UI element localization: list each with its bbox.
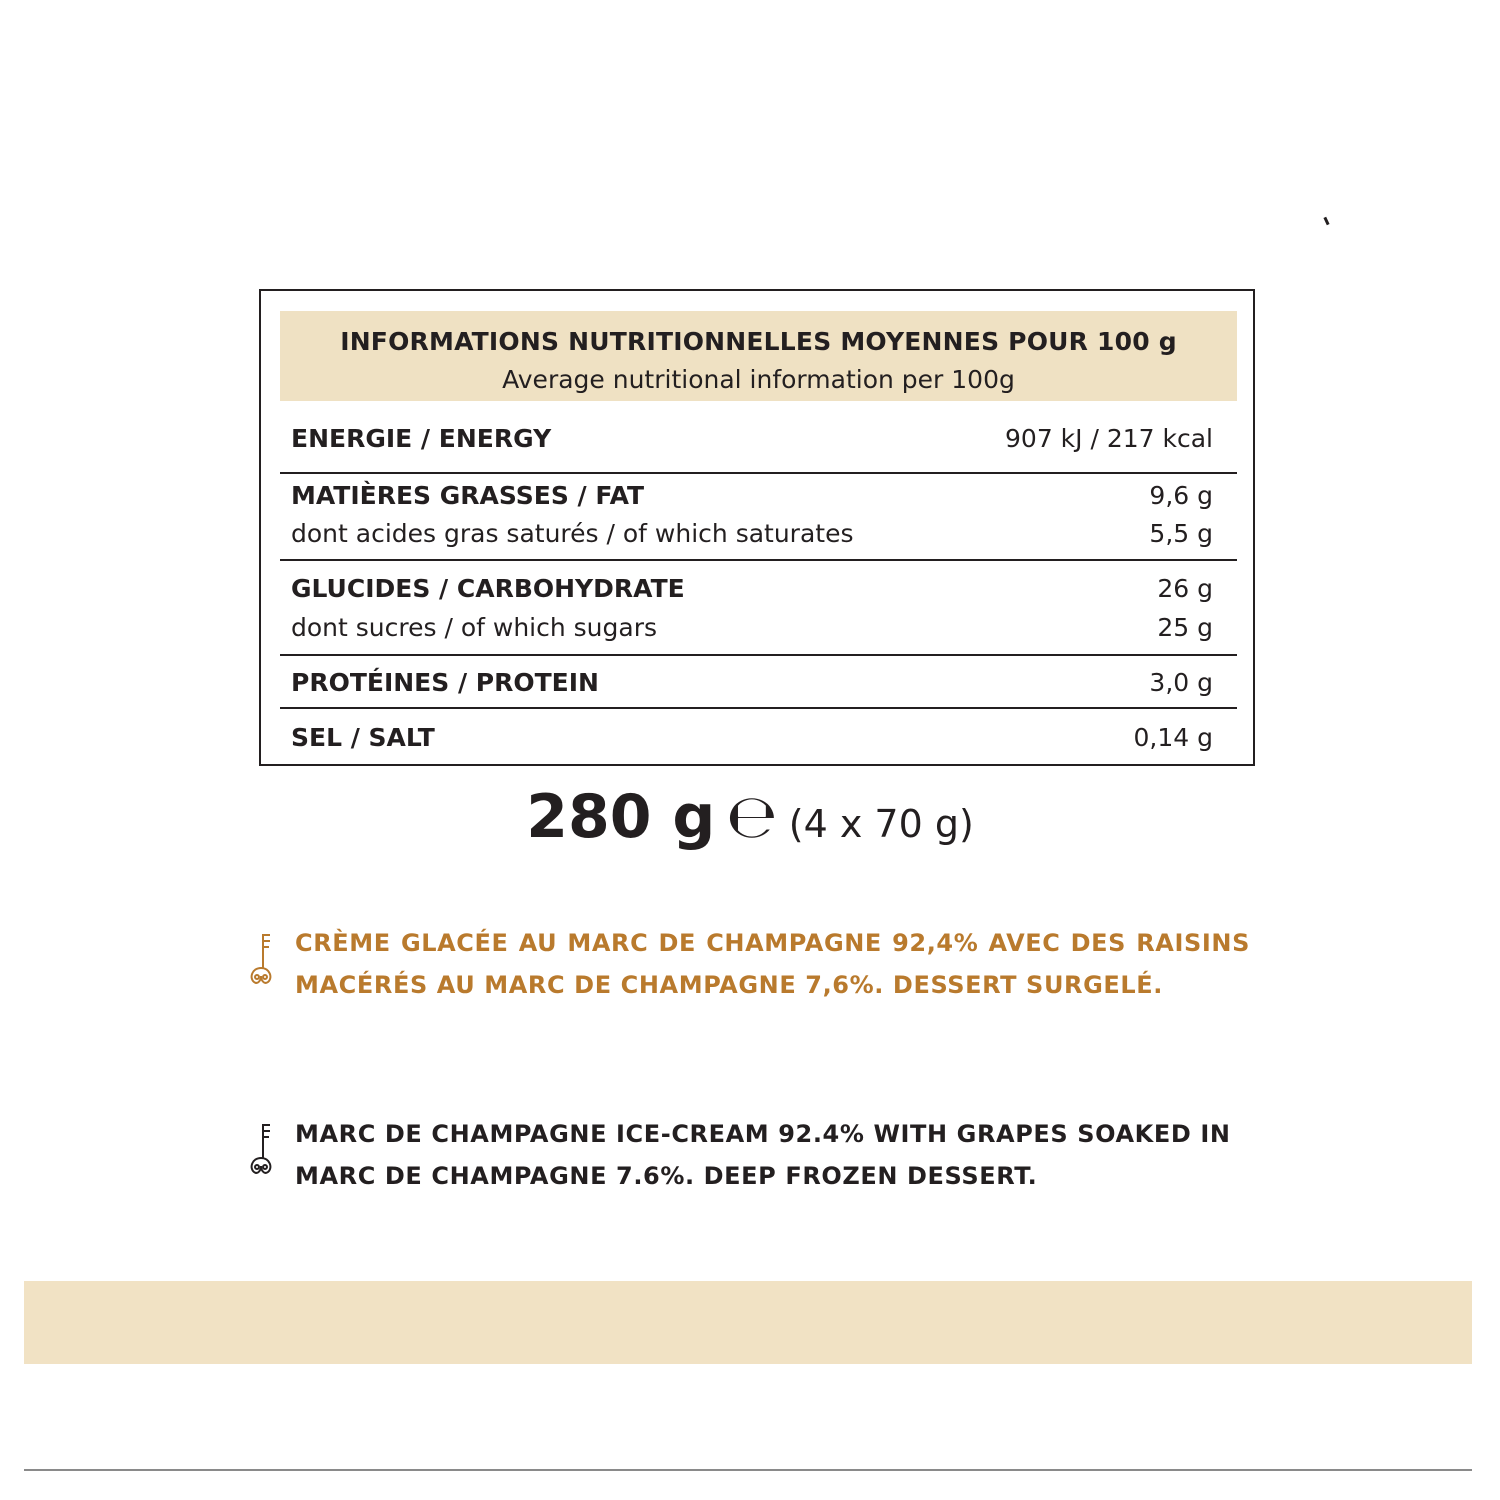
description-french: CRÈME GLACÉE AU MARC DE CHAMPAGNE 92,4% AVEC DES RAISINS MACÉRÉS AU MARC DE CHAMPAGNE 7,6%. DESSERT SURGELÉ. <box>295 929 1250 999</box>
sugars-value: 25 g <box>1157 613 1213 642</box>
net-weight-portions: (4 x 70 g) <box>788 802 974 846</box>
nutrition-header <box>280 311 1237 401</box>
row-divider <box>280 559 1237 561</box>
protein-label: PROTÉINES / PROTEIN <box>291 668 599 697</box>
pretzel-key-icon <box>246 930 276 990</box>
pretzel-key-icon <box>246 1120 276 1180</box>
carbohydrate-label: GLUCIDES / CARBOHYDRATE <box>291 574 685 603</box>
estimated-sign: ℮ <box>726 782 778 852</box>
row-divider <box>280 707 1237 709</box>
row-divider <box>280 654 1237 656</box>
nutrition-table <box>259 289 1255 766</box>
salt-label: SEL / SALT <box>291 723 435 752</box>
saturates-value: 5,5 g <box>1149 519 1213 548</box>
energy-value: 907 kJ / 217 kcal <box>1005 424 1213 453</box>
net-weight-amount: 280 g <box>526 782 716 852</box>
energy-label: ENERGIE / ENERGY <box>291 424 552 453</box>
footer-color-band <box>24 1281 1472 1364</box>
description-english: MARC DE CHAMPAGNE ICE-CREAM 92.4% WITH GRAPES SOAKED IN MARC DE CHAMPAGNE 7.6%. DEEP FROZEN DESSERT. <box>295 1120 1231 1190</box>
protein-value: 3,0 g <box>1149 668 1213 697</box>
bottom-divider <box>24 1469 1472 1471</box>
carbohydrate-value: 26 g <box>1157 574 1213 603</box>
fat-label: MATIÈRES GRASSES / FAT <box>291 481 645 510</box>
row-divider <box>280 472 1237 474</box>
fat-value: 9,6 g <box>1149 481 1213 510</box>
net-weight <box>0 782 1500 852</box>
nutrition-subtitle: Average nutritional information per 100g <box>502 365 1015 394</box>
salt-value: 0,14 g <box>1133 723 1213 752</box>
saturates-label: dont acides gras saturés / of which saturates <box>291 519 854 548</box>
sugars-label: dont sucres / of which sugars <box>291 613 658 642</box>
nutrition-title: INFORMATIONS NUTRITIONNELLES MOYENNES POUR 100 g <box>340 327 1177 356</box>
stray-mark <box>1323 217 1329 226</box>
